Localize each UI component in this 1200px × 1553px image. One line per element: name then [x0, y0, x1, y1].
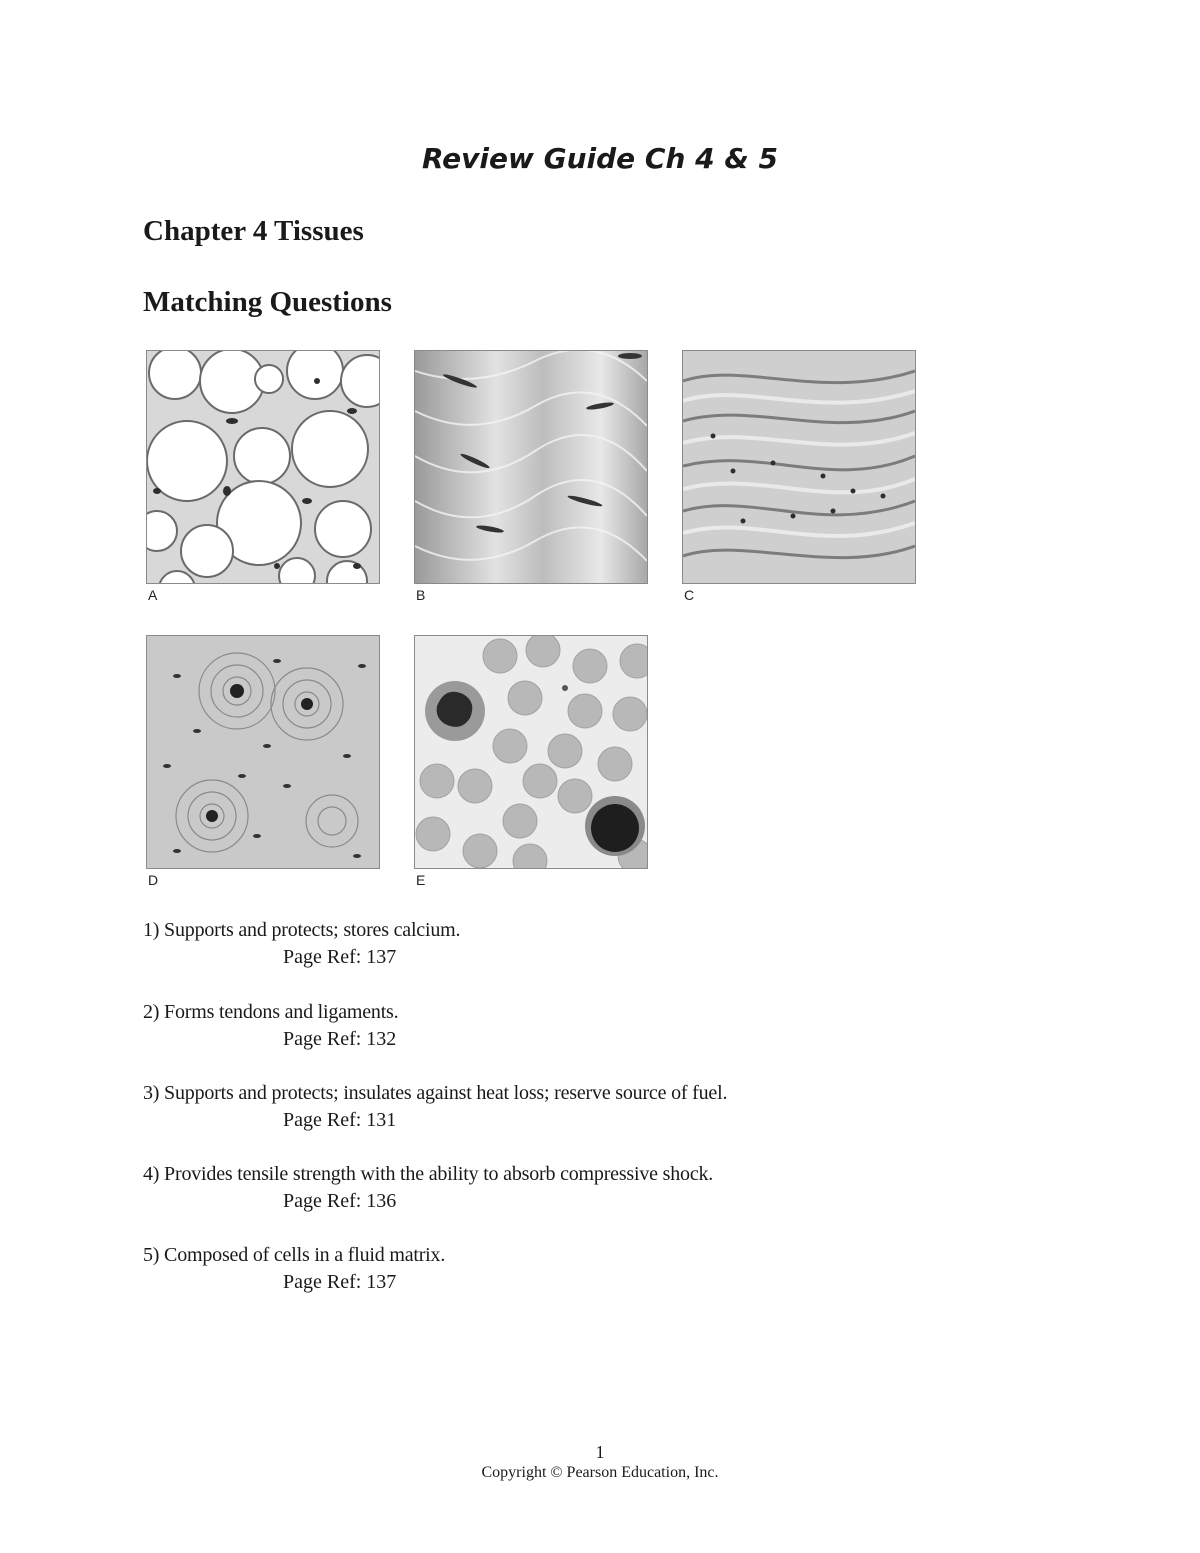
question-5: 5) Composed of cells in a fluid matrix. — [143, 1244, 446, 1266]
question-4-page-ref: Page Ref: 136 — [283, 1190, 397, 1212]
figure-a-image — [146, 350, 380, 584]
dense-connective-tissue-micrograph-icon — [683, 351, 915, 583]
question-4: 4) Provides tensile strength with the ability to absorb compressive shock. — [143, 1163, 714, 1185]
question-1: 1) Supports and protects; stores calcium. — [143, 919, 461, 941]
question-2: 2) Forms tendons and ligaments. — [143, 1001, 399, 1023]
adipose-tissue-micrograph-icon — [147, 351, 379, 583]
section-heading: Matching Questions — [143, 286, 392, 318]
figure-a-label: A — [148, 587, 158, 603]
fibrocartilage-micrograph-icon — [415, 351, 647, 583]
page-title: Review Guide Ch 4 & 5 — [421, 142, 778, 175]
blood-smear-micrograph-icon — [415, 636, 647, 868]
copyright-notice: Copyright © Pearson Education, Inc. — [481, 1464, 719, 1481]
figure-b-label: B — [416, 587, 426, 603]
figure-d-label: D — [148, 872, 159, 888]
question-2-page-ref: Page Ref: 132 — [283, 1028, 397, 1050]
figure-c-label: C — [684, 587, 695, 603]
question-5-page-ref: Page Ref: 137 — [283, 1271, 397, 1293]
figure-e-image — [414, 635, 648, 869]
page-number: 1 — [595, 1442, 605, 1462]
chapter-heading: Chapter 4 Tissues — [143, 215, 364, 247]
question-1-page-ref: Page Ref: 137 — [283, 946, 397, 968]
figure-b-image — [414, 350, 648, 584]
question-3: 3) Supports and protects; insulates against heat loss; reserve source of fuel. — [143, 1082, 728, 1104]
question-3-page-ref: Page Ref: 131 — [283, 1109, 397, 1131]
figure-d-image — [146, 635, 380, 869]
bone-tissue-micrograph-icon — [147, 636, 379, 868]
figure-c-image — [682, 350, 916, 584]
figure-e-label: E — [416, 872, 426, 888]
